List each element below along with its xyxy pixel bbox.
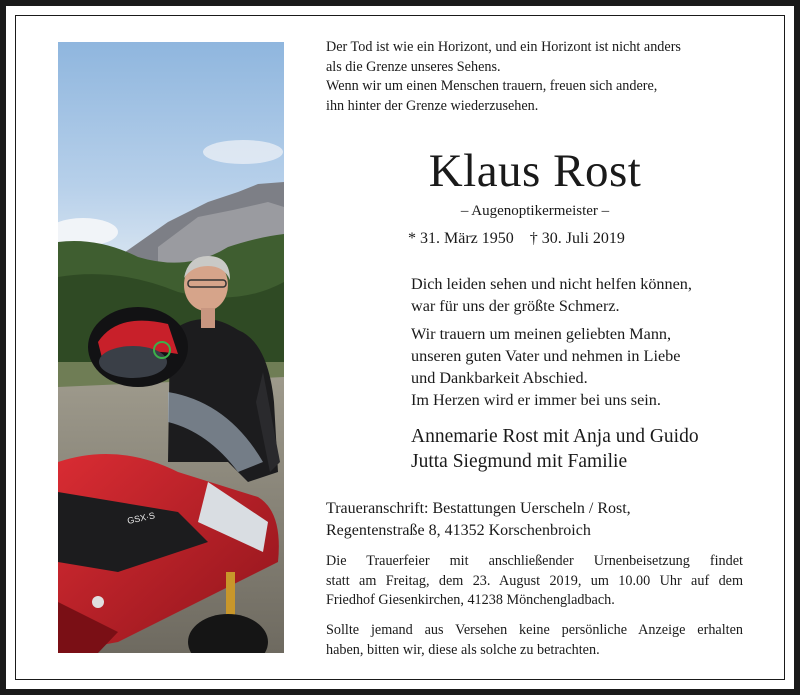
poem-line: Wir trauern um meinen geliebten Mann, <box>411 325 672 343</box>
notice-line: haben, bitten wir, diese als solche zu betrachten. <box>326 641 600 658</box>
family-line: Jutta Siegmund mit Familie <box>411 451 628 472</box>
poem-line: Dich leiden sehen und nicht helfen können, <box>411 275 692 293</box>
poem-line: war für uns der größte Schmerz. <box>411 297 620 315</box>
mourning-poem <box>411 273 771 411</box>
svg-text:GSX·S: GSX·S <box>126 510 156 526</box>
life-dates <box>408 228 748 250</box>
mourning-address <box>326 498 746 542</box>
poem-line: unseren guten Vater und nehmen in Liebe <box>411 347 681 365</box>
ceremony-line: Friedhof Giesenkirchen, 41238 Mönchengladbach. <box>326 592 615 608</box>
quote-line: ihn hinter der Grenze wiederzusehen. <box>326 97 539 114</box>
poem-line: Im Herzen wird er immer bei uns sein. <box>411 391 661 409</box>
ceremony-line: statt am Freitag, dem 23. August 2019, um 10.00 Uhr auf dem <box>326 572 743 589</box>
address-line: Regentenstraße 8, 41352 Korschenbroich <box>326 522 591 539</box>
ceremony-line: Die Trauerfeier mit anschließender Urnenbeisetzung findet <box>326 553 743 569</box>
notice-line: Sollte jemand aus Versehen keine persönliche Anzeige erhalten <box>326 622 743 638</box>
portrait-photo-drawing <box>58 42 284 653</box>
quote-line: Wenn wir um einen Menschen trauern, freuen sich andere, <box>326 78 658 94</box>
birth-date: * 31. März 1950 <box>408 230 514 247</box>
poem-line: und Dankbarkeit Abschied. <box>411 369 588 387</box>
opening-quote <box>326 38 766 116</box>
notice-paragraph <box>326 621 743 660</box>
family-line: Annemarie Rost mit Anja und Guido <box>411 426 699 447</box>
address-line: Traueranschrift: Bestattungen Uerscheln / Rost, <box>326 500 631 517</box>
portrait-photo <box>58 42 284 653</box>
funeral-ceremony-info <box>326 552 743 611</box>
quote-line: Der Tod ist wie ein Horizont, und ein Horizont ist nicht anders <box>326 39 681 55</box>
deceased-name: Klaus Rost <box>428 145 642 197</box>
quote-line: als die Grenze unseres Sehens. <box>326 58 501 75</box>
death-date: † 30. Juli 2019 <box>529 230 625 247</box>
deceased-profession: – Augenoptikermeister – <box>460 203 610 219</box>
family-signature <box>411 424 771 474</box>
